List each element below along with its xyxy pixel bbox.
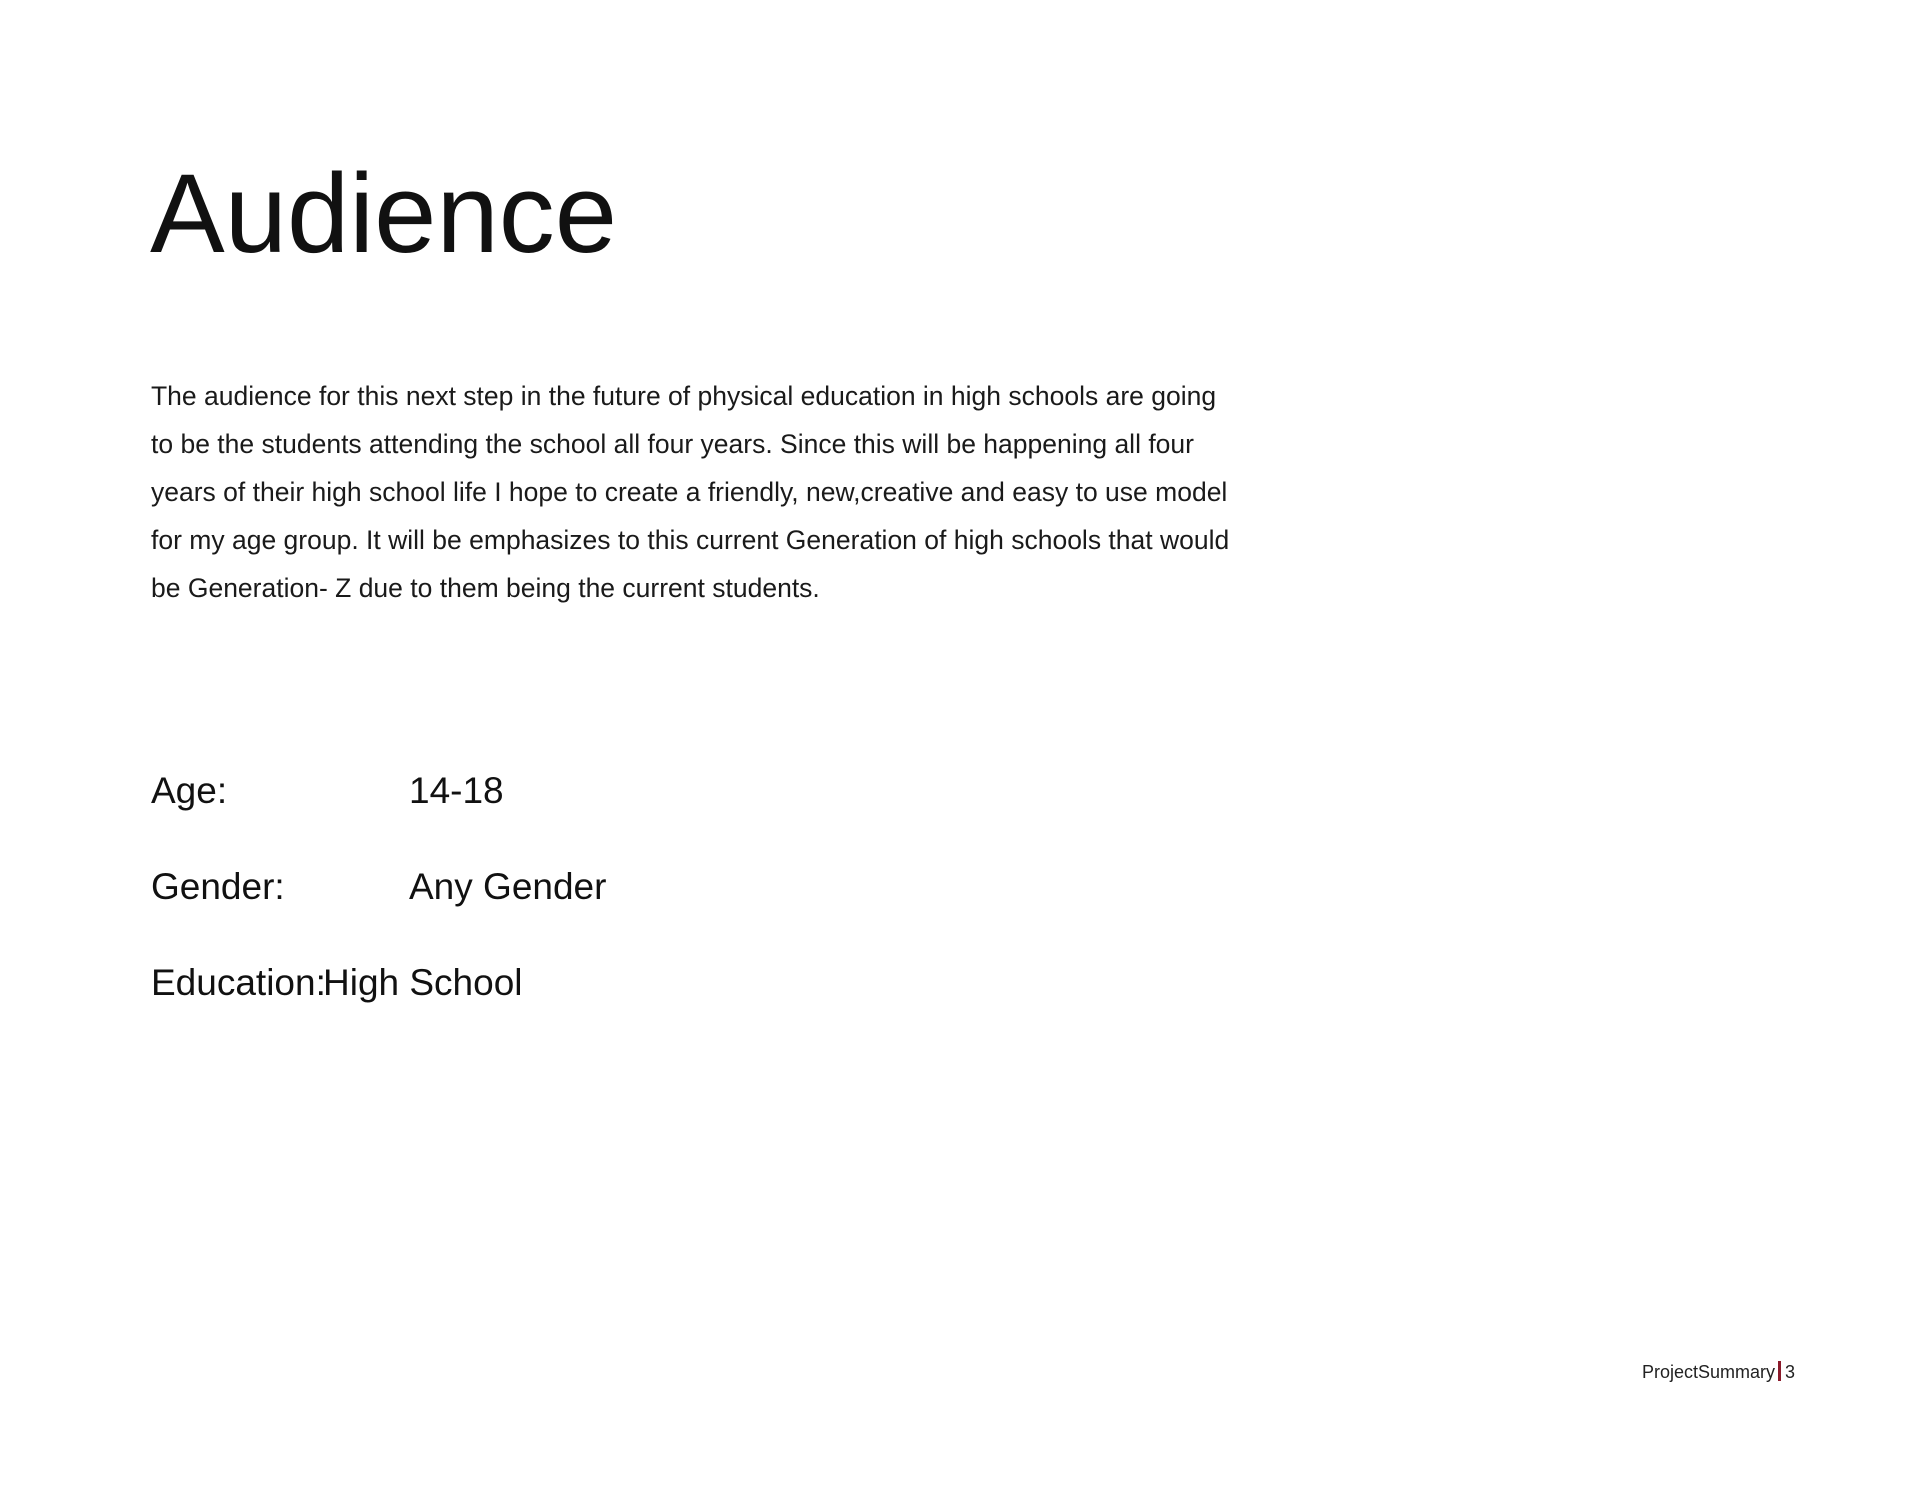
intro-line: be Generation- Z due to them being the current students. (151, 573, 820, 603)
intro-line: for my age group. It will be emphasizes to this current Generation of high schools that would (151, 525, 1230, 555)
gender-value: Any Gender (409, 866, 607, 907)
footer-divider (1778, 1361, 1781, 1381)
intro-line: to be the students attending the school all four years. Since this will be happening all four (151, 429, 1194, 459)
age-value: 14-18 (409, 770, 504, 811)
age-label: Age: (151, 770, 228, 811)
intro-line: The audience for this next step in the future of physical education in high schools are going (151, 381, 1217, 411)
education-value: High School (323, 962, 523, 1003)
intro-paragraph (151, 372, 1301, 612)
page-footer (1642, 1360, 1795, 1384)
page-title: Audience (150, 151, 618, 276)
gender-label: Gender: (151, 866, 285, 907)
footer-page-number: 3 (1785, 1362, 1796, 1382)
intro-line: years of their high school life I hope to create a friendly, new,creative and easy to use model (151, 477, 1228, 507)
education-label: Education: (151, 962, 326, 1003)
footer-section-label: ProjectSummary (1642, 1362, 1776, 1382)
